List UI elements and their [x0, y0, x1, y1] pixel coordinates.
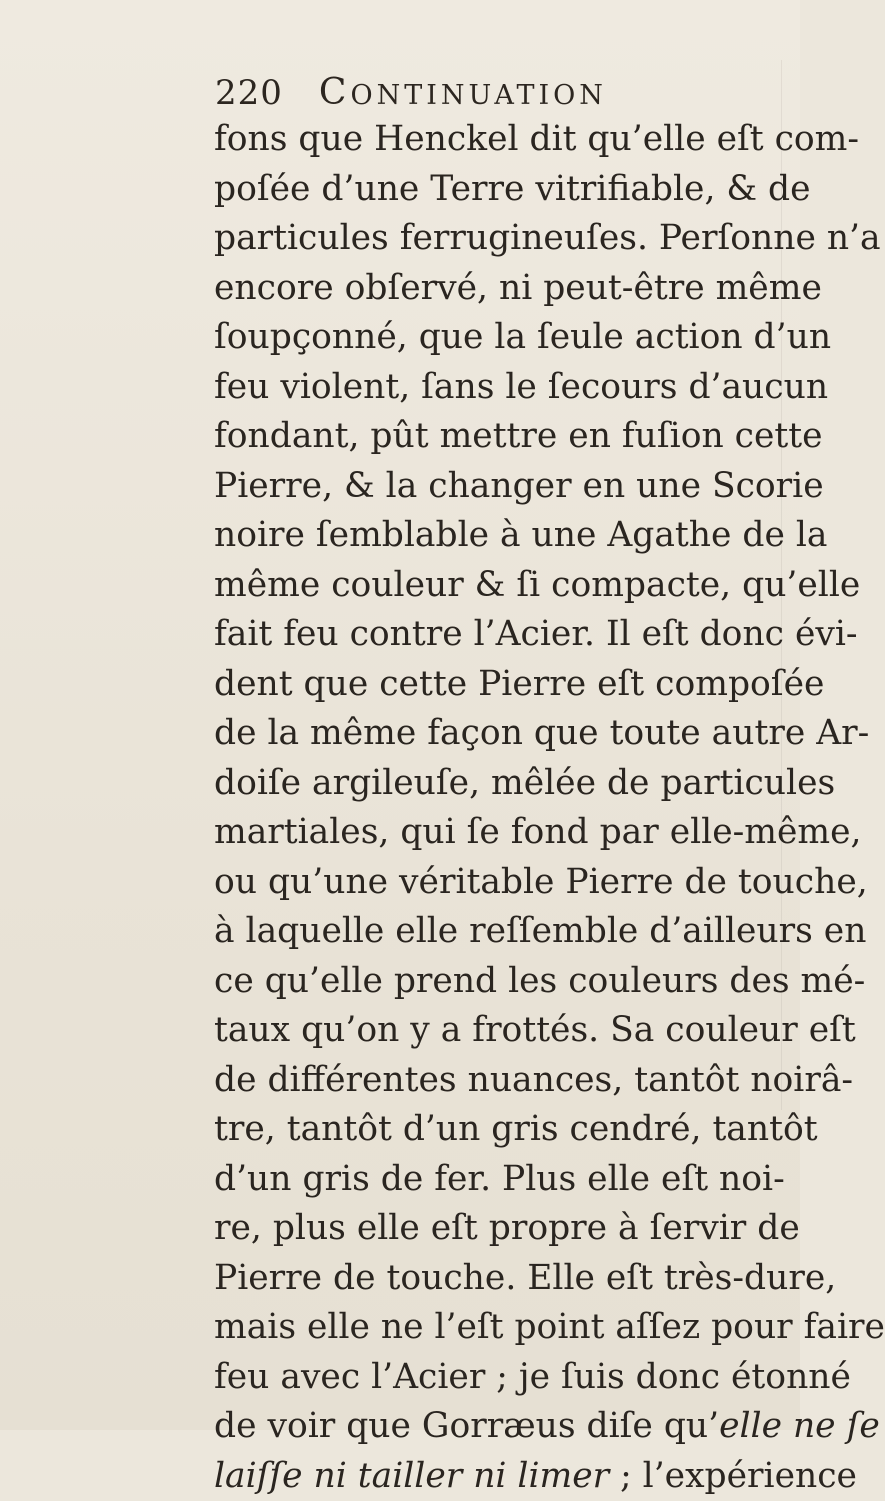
running-title-rest: ONTINUATION	[350, 80, 606, 111]
text-line: Pierre, & la changer en une Scorie	[214, 462, 774, 512]
text-roman: ; l’expérience	[609, 1456, 857, 1496]
text-line: encore obſervé, ni peut-être même	[214, 264, 774, 314]
text-line: poſée d’une Terre vitrifiable, & de	[214, 165, 774, 215]
text-line: particules ferrugineuſes. Perſonne n’a	[214, 214, 774, 264]
text-line: ce qu’elle prend les couleurs des mé-	[214, 957, 774, 1007]
text-line: ou qu’une véritable Pierre de touche,	[214, 858, 774, 908]
text-line: taux qu’on y a frottés. Sa couleur eſt	[214, 1006, 774, 1056]
text-italic: laiſſe ni tailler ni limer	[214, 1456, 609, 1496]
text-line: de différentes nuances, tantôt noirâ-	[214, 1056, 774, 1106]
text-line: re, plus elle eſt propre à ſervir de	[214, 1204, 774, 1254]
running-title	[319, 72, 607, 113]
text-line: feu avec l’Acier ; je ſuis donc étonné	[214, 1353, 774, 1403]
text-line: martiales, qui ſe fond par elle-même,	[214, 808, 774, 858]
text-line: d’un gris de fer. Plus elle eſt noi-	[214, 1155, 774, 1205]
text-line: de la même façon que toute autre Ar-	[214, 709, 774, 759]
text-line: noire ſemblable à une Agathe de la	[214, 511, 774, 561]
text-line: ſoupçonné, que la ſeule action d’un	[214, 313, 774, 363]
text-line: fondant, pût mettre en fuſion cette	[214, 412, 774, 462]
text-line-mixed	[214, 1402, 774, 1452]
text-line: même couleur & ſi compacte, qu’elle	[214, 561, 774, 611]
text-line: mais elle ne l’eſt point aſſez pour faire	[214, 1303, 774, 1353]
running-title-initial: C	[319, 72, 351, 113]
text-line-mixed	[214, 1452, 774, 1501]
text-italic: elle ne ſe	[719, 1406, 880, 1446]
text-line: tre, tantôt d’un gris cendré, tantôt	[214, 1105, 774, 1155]
text-line: doiſe argileuſe, mêlée de particules	[214, 759, 774, 809]
body-text	[214, 115, 774, 1501]
text-line: fait feu contre l’Acier. Il eſt donc évi-	[214, 610, 774, 660]
text-line: dent que cette Pierre eſt compoſée	[214, 660, 774, 710]
text-line: fons que Henckel dit qu’elle eſt com-	[214, 115, 774, 165]
text-roman: de voir que Gorræus diſe qu’	[214, 1406, 719, 1446]
text-line: Pierre de touche. Elle eſt très-dure,	[214, 1254, 774, 1304]
text-line: à laquelle elle reſſemble d’ailleurs en	[214, 907, 774, 957]
text-line: feu violent, ſans le ſecours d’aucun	[214, 363, 774, 413]
page-number: 220	[215, 73, 283, 113]
